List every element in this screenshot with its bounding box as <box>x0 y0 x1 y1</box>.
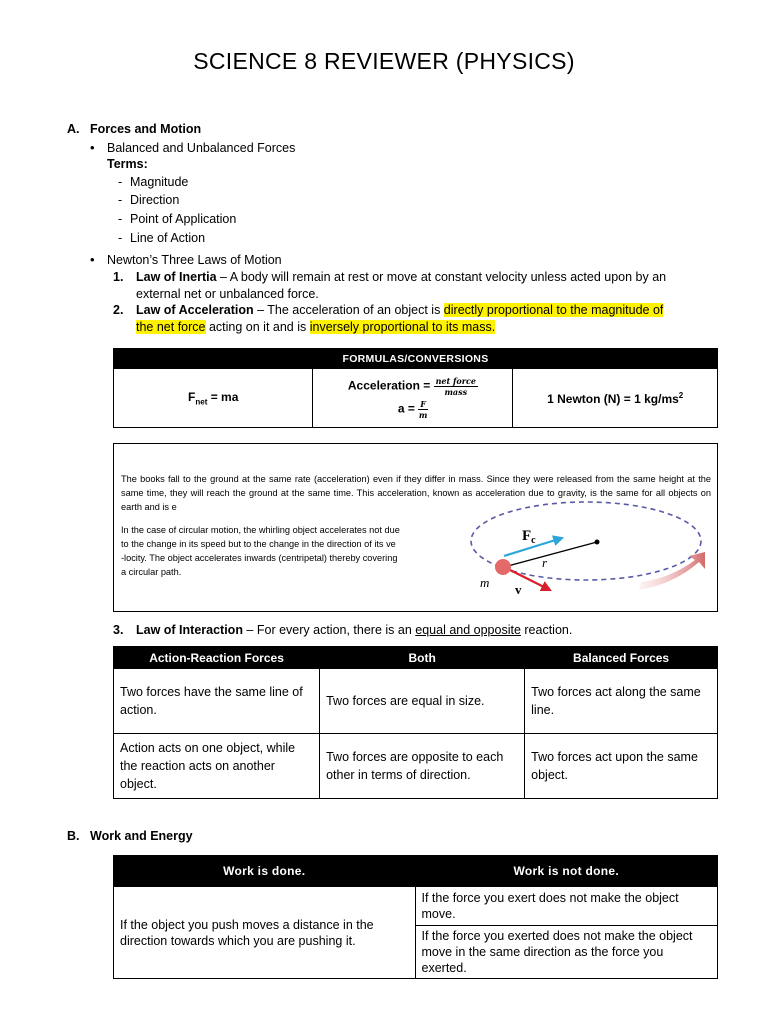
accel-label: Acceleration = <box>347 378 434 393</box>
radius-line <box>504 542 597 567</box>
law-text: – For every action, there is an <box>242 623 416 637</box>
newton-superscript: 2 <box>678 390 684 400</box>
highlight-text: the net force <box>136 319 206 334</box>
gravity-paragraph: The books fall to the ground at the same rate (acceleration) even if they differ in mass. Since they were released from the same height at the same time, they will reach the ground at the same time. This acceleration, known as acceleration due to gravity, is the same for all objects on earth and is e <box>121 474 711 512</box>
fnet-subscript: net <box>195 397 208 407</box>
v-label: v <box>515 582 522 597</box>
law-text: acting on it and is <box>205 319 310 334</box>
fc-label: $F_c$ <box>522 528 536 546</box>
fnet-symbol: F <box>188 389 196 404</box>
a-denominator: m <box>418 410 428 420</box>
law-text: – The acceleration of an object is <box>253 303 444 317</box>
a-fraction <box>418 399 428 420</box>
accel-fraction <box>434 376 478 397</box>
highlight-text: inversely proportional to its mass. <box>309 319 496 334</box>
bullet-balanced-forces: • Balanced and Unbalanced Forces <box>107 141 295 155</box>
table-cell: If the force you exerted does not make the object move in the same direction as the force you exerted. <box>415 926 718 979</box>
table-row <box>114 887 718 926</box>
table-cell: Two forces have the same line of action. <box>114 669 320 734</box>
term-item: - Magnitude <box>130 175 188 189</box>
section-a-label: A. <box>67 122 80 136</box>
table-row <box>114 734 718 799</box>
velocity-arrow <box>504 567 550 590</box>
law-name: Law of Acceleration <box>136 303 254 317</box>
circular-motion-diagram <box>459 494 714 606</box>
a-numerator: F <box>420 399 426 409</box>
paragraph-line: a circular path. <box>121 567 182 577</box>
term-item: - Point of Application <box>130 212 236 226</box>
table-header: Work is done. <box>114 856 416 887</box>
law-number: 2. <box>113 303 124 317</box>
underline-text: equal and opposite <box>415 623 521 637</box>
circular-motion-paragraph <box>121 523 467 579</box>
mass-ball <box>495 559 511 575</box>
law-name: Law of Interaction <box>136 623 243 637</box>
law-text: reaction. <box>520 623 573 637</box>
fnet-rest: = ma <box>207 389 239 404</box>
paragraph-line: In the case of circular motion, the whirling object accelerates not due <box>121 525 400 535</box>
law-of-inertia <box>113 269 726 302</box>
newton-conversion <box>513 369 718 428</box>
term-item: - Line of Action <box>130 231 205 245</box>
term-item: - Direction <box>130 193 179 207</box>
table-header: Action-Reaction Forces <box>114 647 320 669</box>
law-text: – A body will remain at rest or move at constant velocity unless acted upon by an <box>216 270 667 284</box>
section-a-heading: Forces and Motion <box>90 122 202 136</box>
center-point <box>595 540 600 545</box>
law-of-acceleration <box>113 302 726 335</box>
table-cell: Two forces act along the same line. <box>525 669 718 734</box>
law-number: 1. <box>113 270 124 284</box>
law-of-interaction <box>113 622 726 639</box>
table-header: Work is not done. <box>415 856 718 887</box>
newton-text: 1 Newton (N) = 1 kg/ms <box>547 391 679 406</box>
section-b-label: B. <box>67 829 80 843</box>
fnet-formula <box>114 369 313 428</box>
formulas-header: FORMULAS/CONVERSIONS <box>114 349 718 369</box>
a-label: a = <box>397 401 419 416</box>
action-reaction-table <box>113 646 718 799</box>
highlight-text: directly proportional to the magnitude of <box>443 303 664 317</box>
motion-direction-arrow <box>639 552 705 590</box>
table-header: Both <box>320 647 525 669</box>
paragraph-line: to the change in its speed but to the change in the direction of its ve <box>121 539 396 549</box>
law-text: external net or unbalanced force. <box>136 286 319 301</box>
r-label: r <box>542 555 548 570</box>
paragraph-line: -locity. The object accelerates inwards (centripetal) thereby covering <box>121 553 398 563</box>
law-number: 3. <box>113 623 124 637</box>
table-cell: Action acts on one object, while the reaction acts on another object. <box>114 734 320 799</box>
table-cell: Two forces are equal in size. <box>320 669 525 734</box>
page-title: SCIENCE 8 REVIEWER (PHYSICS) <box>193 48 575 74</box>
law-name: Law of Inertia <box>136 270 217 284</box>
table-cell: If the force you exert does not make the object move. <box>415 887 718 926</box>
accel-numerator: net force <box>435 376 476 386</box>
terms-label: Terms: <box>107 157 148 171</box>
bullet-newtons-laws: • Newton’s Three Laws of Motion <box>107 253 282 267</box>
gravity-circular-motion-box <box>113 443 718 612</box>
table-cell: Two forces are opposite to each other in terms of direction. <box>320 734 525 799</box>
table-cell: If the object you push moves a distance in the direction towards which you are pushing it. <box>114 887 416 979</box>
acceleration-formula <box>313 369 513 428</box>
table-row <box>114 669 718 734</box>
formulas-table <box>113 348 718 428</box>
accel-denominator: mass <box>444 387 468 397</box>
work-table <box>113 855 718 979</box>
table-cell: Two forces act upon the same object. <box>525 734 718 799</box>
table-header: Balanced Forces <box>525 647 718 669</box>
section-b-heading: Work and Energy <box>90 829 193 843</box>
m-label: m <box>480 575 490 590</box>
